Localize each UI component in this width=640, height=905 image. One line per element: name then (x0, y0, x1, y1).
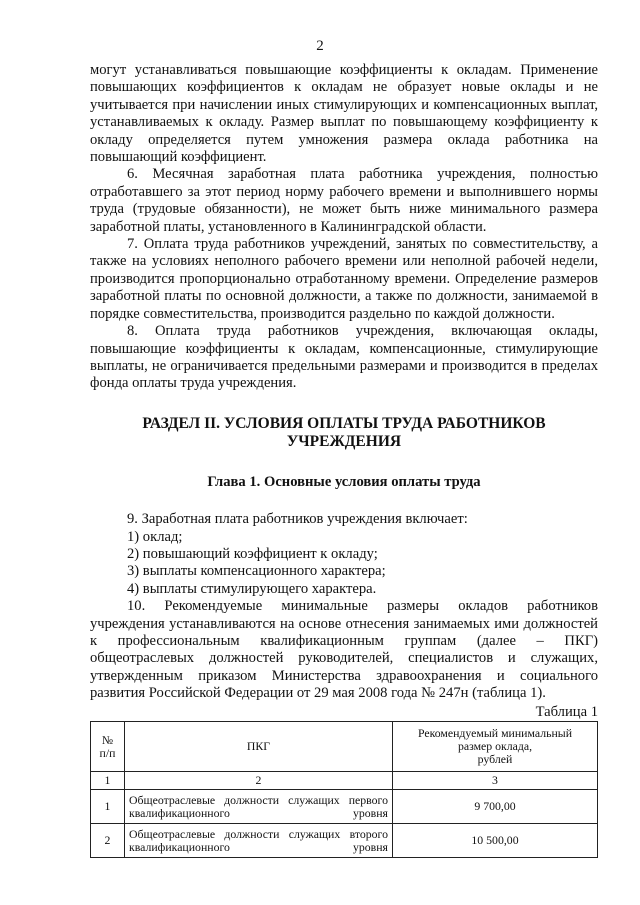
section-title (90, 415, 598, 451)
row-number: 1 (91, 790, 125, 824)
paragraph-7: 7. Оплата труда работников учреждений, занятых по совместительству, а также на условиях неполного рабочего времени или неполной рабочей недели, производится пропорционально отработанному времени. Определение размеров заработной платы по основной должности, а также по должности, занимаемой в порядке совместительства, производится раздельно по каждой должности. (90, 236, 598, 322)
header-number: № п/п (91, 722, 125, 772)
list-item: 1) оклад; (127, 528, 183, 545)
table-row (91, 790, 598, 824)
paragraph-continuation: могут устанавливаться повышающие коэффициенты к окладам. Применение повышающих коэффициентов к окладам не образует новые оклады и не учитывается при начислении иных стимулирующих и компенсационных выплат, устанавливаемых к окладу. Размер выплат по повышающему коэффициенту к окладу определяется путем умножения размера оклада работника на повышающий коэффициент. (90, 62, 598, 166)
table-row (91, 824, 598, 858)
row-number: 2 (91, 824, 125, 858)
table-cell: 3 (393, 772, 598, 790)
list-item: 4) выплаты стимулирующего характера. (127, 580, 377, 597)
paragraph-6: 6. Месячная заработная плата работника учреждения, полностью отработавшего за этот период норму рабочего времени и выполнившего нормы труда (трудовые обязанности), не может быть ниже минимального размера заработной платы, установленного в Калининградской области. (90, 166, 598, 235)
salary-table (90, 721, 598, 858)
document-body (90, 62, 598, 858)
row-pkg-name: Общеотраслевые должности служащих первого квалификационного уровня (125, 790, 393, 824)
table-caption: Таблица 1 (535, 703, 598, 720)
paragraph-10: 10. Рекомендуемые минимальные размеры окладов работников учреждения устанавливаются на основе отнесения занимаемых ими должностей к профессиональным квалификационным группам (далее – ПКГ) общеотраслевых должностей руководителей, специалистов и служащих, утвержденным приказом Министерства здравоохранения и социального развития Российской Федерации от 29 мая 2008 года № 247н (таблица 1). (90, 598, 598, 702)
paragraph-9: 9. Заработная плата работников учреждения включает: (127, 511, 468, 528)
section-title-line-1: РАЗДЕЛ II. УСЛОВИЯ ОПЛАТЫ ТРУДА РАБОТНИКОВ (142, 414, 546, 432)
table-cell: 2 (125, 772, 393, 790)
table-index-row (91, 772, 598, 790)
chapter-title: Глава 1. Основные условия оплаты труда (207, 473, 481, 490)
table-header-row (91, 722, 598, 772)
table-cell: 1 (91, 772, 125, 790)
list-item: 2) повышающий коэффициент к окладу; (127, 545, 378, 562)
list-item: 3) выплаты компенсационного характера; (127, 563, 386, 580)
section-title-line-2: УЧРЕЖДЕНИЯ (286, 432, 402, 450)
row-salary: 10 500,00 (393, 824, 598, 858)
header-salary: Рекомендуемый минимальный размер оклада, рублей (393, 722, 598, 772)
page-number: 2 (316, 38, 324, 54)
row-pkg-name: Общеотраслевые должности служащих второго квалификационного уровня (125, 824, 393, 858)
header-pkg: ПКГ (125, 722, 393, 772)
paragraph-8: 8. Оплата труда работников учреждения, включающая оклады, повышающие коэффициенты к окладам, компенсационные, стимулирующие выплаты, не ограничивается предельными размерами и производится в пределах фонда оплаты труда учреждения. (90, 323, 598, 392)
row-salary: 9 700,00 (393, 790, 598, 824)
